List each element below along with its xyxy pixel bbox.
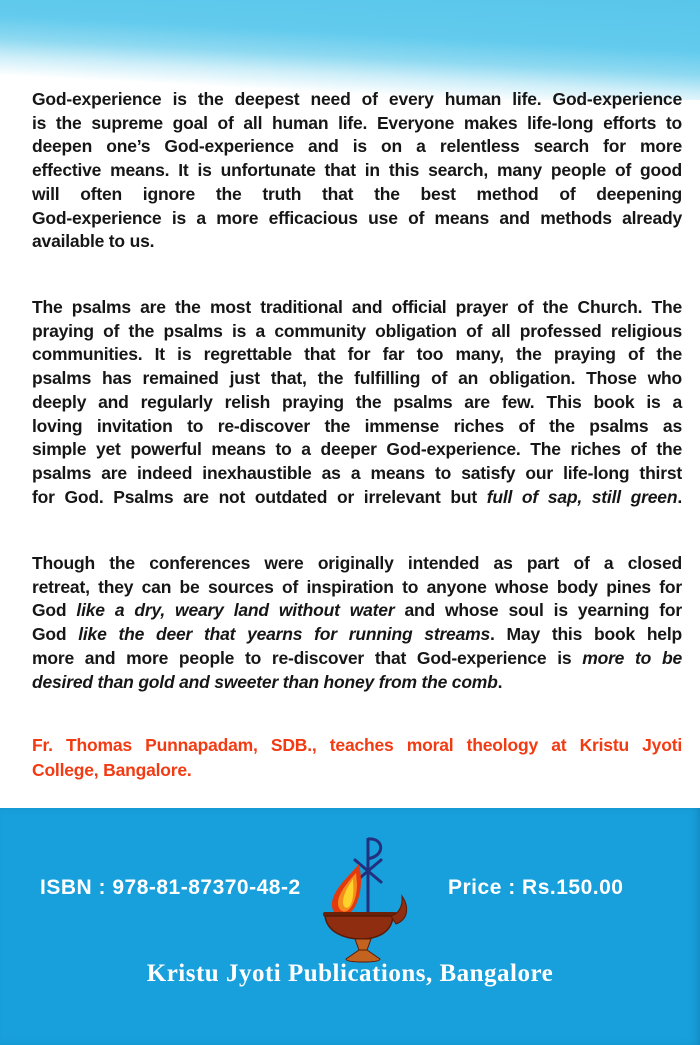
publisher-band xyxy=(0,808,700,1045)
paragraph-conferences: Though the conferences were originally intended as part of a closed retreat, they can be sources of inspiration to anyone whose body pines for God like a dry, weary land without water and whose soul is yearning for God like the deer that yearns for running streams. May this book help more and more people to re-discover that God-experience is more to be desired than gold and sweeter than honey from the comb. xyxy=(32,553,682,692)
top-gradient-band xyxy=(0,0,700,100)
author-credit: Fr. Thomas Punnapadam, SDB., teaches moral theology at Kristu Jyoti College, Bangalore. xyxy=(32,735,682,780)
paragraph-psalms: The psalms are the most traditional and official prayer of the Church. The praying of the psalms is a community obligation of all professed religious communities. It is regrettable that for far too many, the praying of the psalms has remained just that, the fulfilling of an obligation. Those who deeply and regularly relish praying the psalms are few. This book is a loving invitation to re-discover the immense riches of the psalms as simple yet powerful means to a deeper God-experience. The riches of the psalms are indeed inexhaustible as a means to satisfy our life-long thirst for God. Psalms are not outdated or irrelevant but full of sap, still green. xyxy=(32,297,682,507)
pedestal-stem xyxy=(355,939,371,950)
publisher-lamp-chi-rho-icon xyxy=(318,833,410,965)
bowl-body xyxy=(325,916,393,939)
publisher-name: Kristu Jyoti Publications, Bangalore xyxy=(146,960,554,987)
rho-loop xyxy=(368,839,381,859)
price-text: Price : Rs.150.00 xyxy=(448,876,624,899)
paragraph-god-experience: God-experience is the deepest need of every human life. God-experience is the supreme goal of all human life. Everyone makes life-long efforts to deepen one’s God-experience and is on a relentless search for more effective means. It is unfortunate that in this search, many people of good will often ignore the truth that the best method of deepening God-experience is a more efficacious use of means and methods already available to us. xyxy=(32,89,682,252)
bowl-spout xyxy=(391,896,407,924)
isbn-text: ISBN : 978-81-87370-48-2 xyxy=(40,876,301,899)
